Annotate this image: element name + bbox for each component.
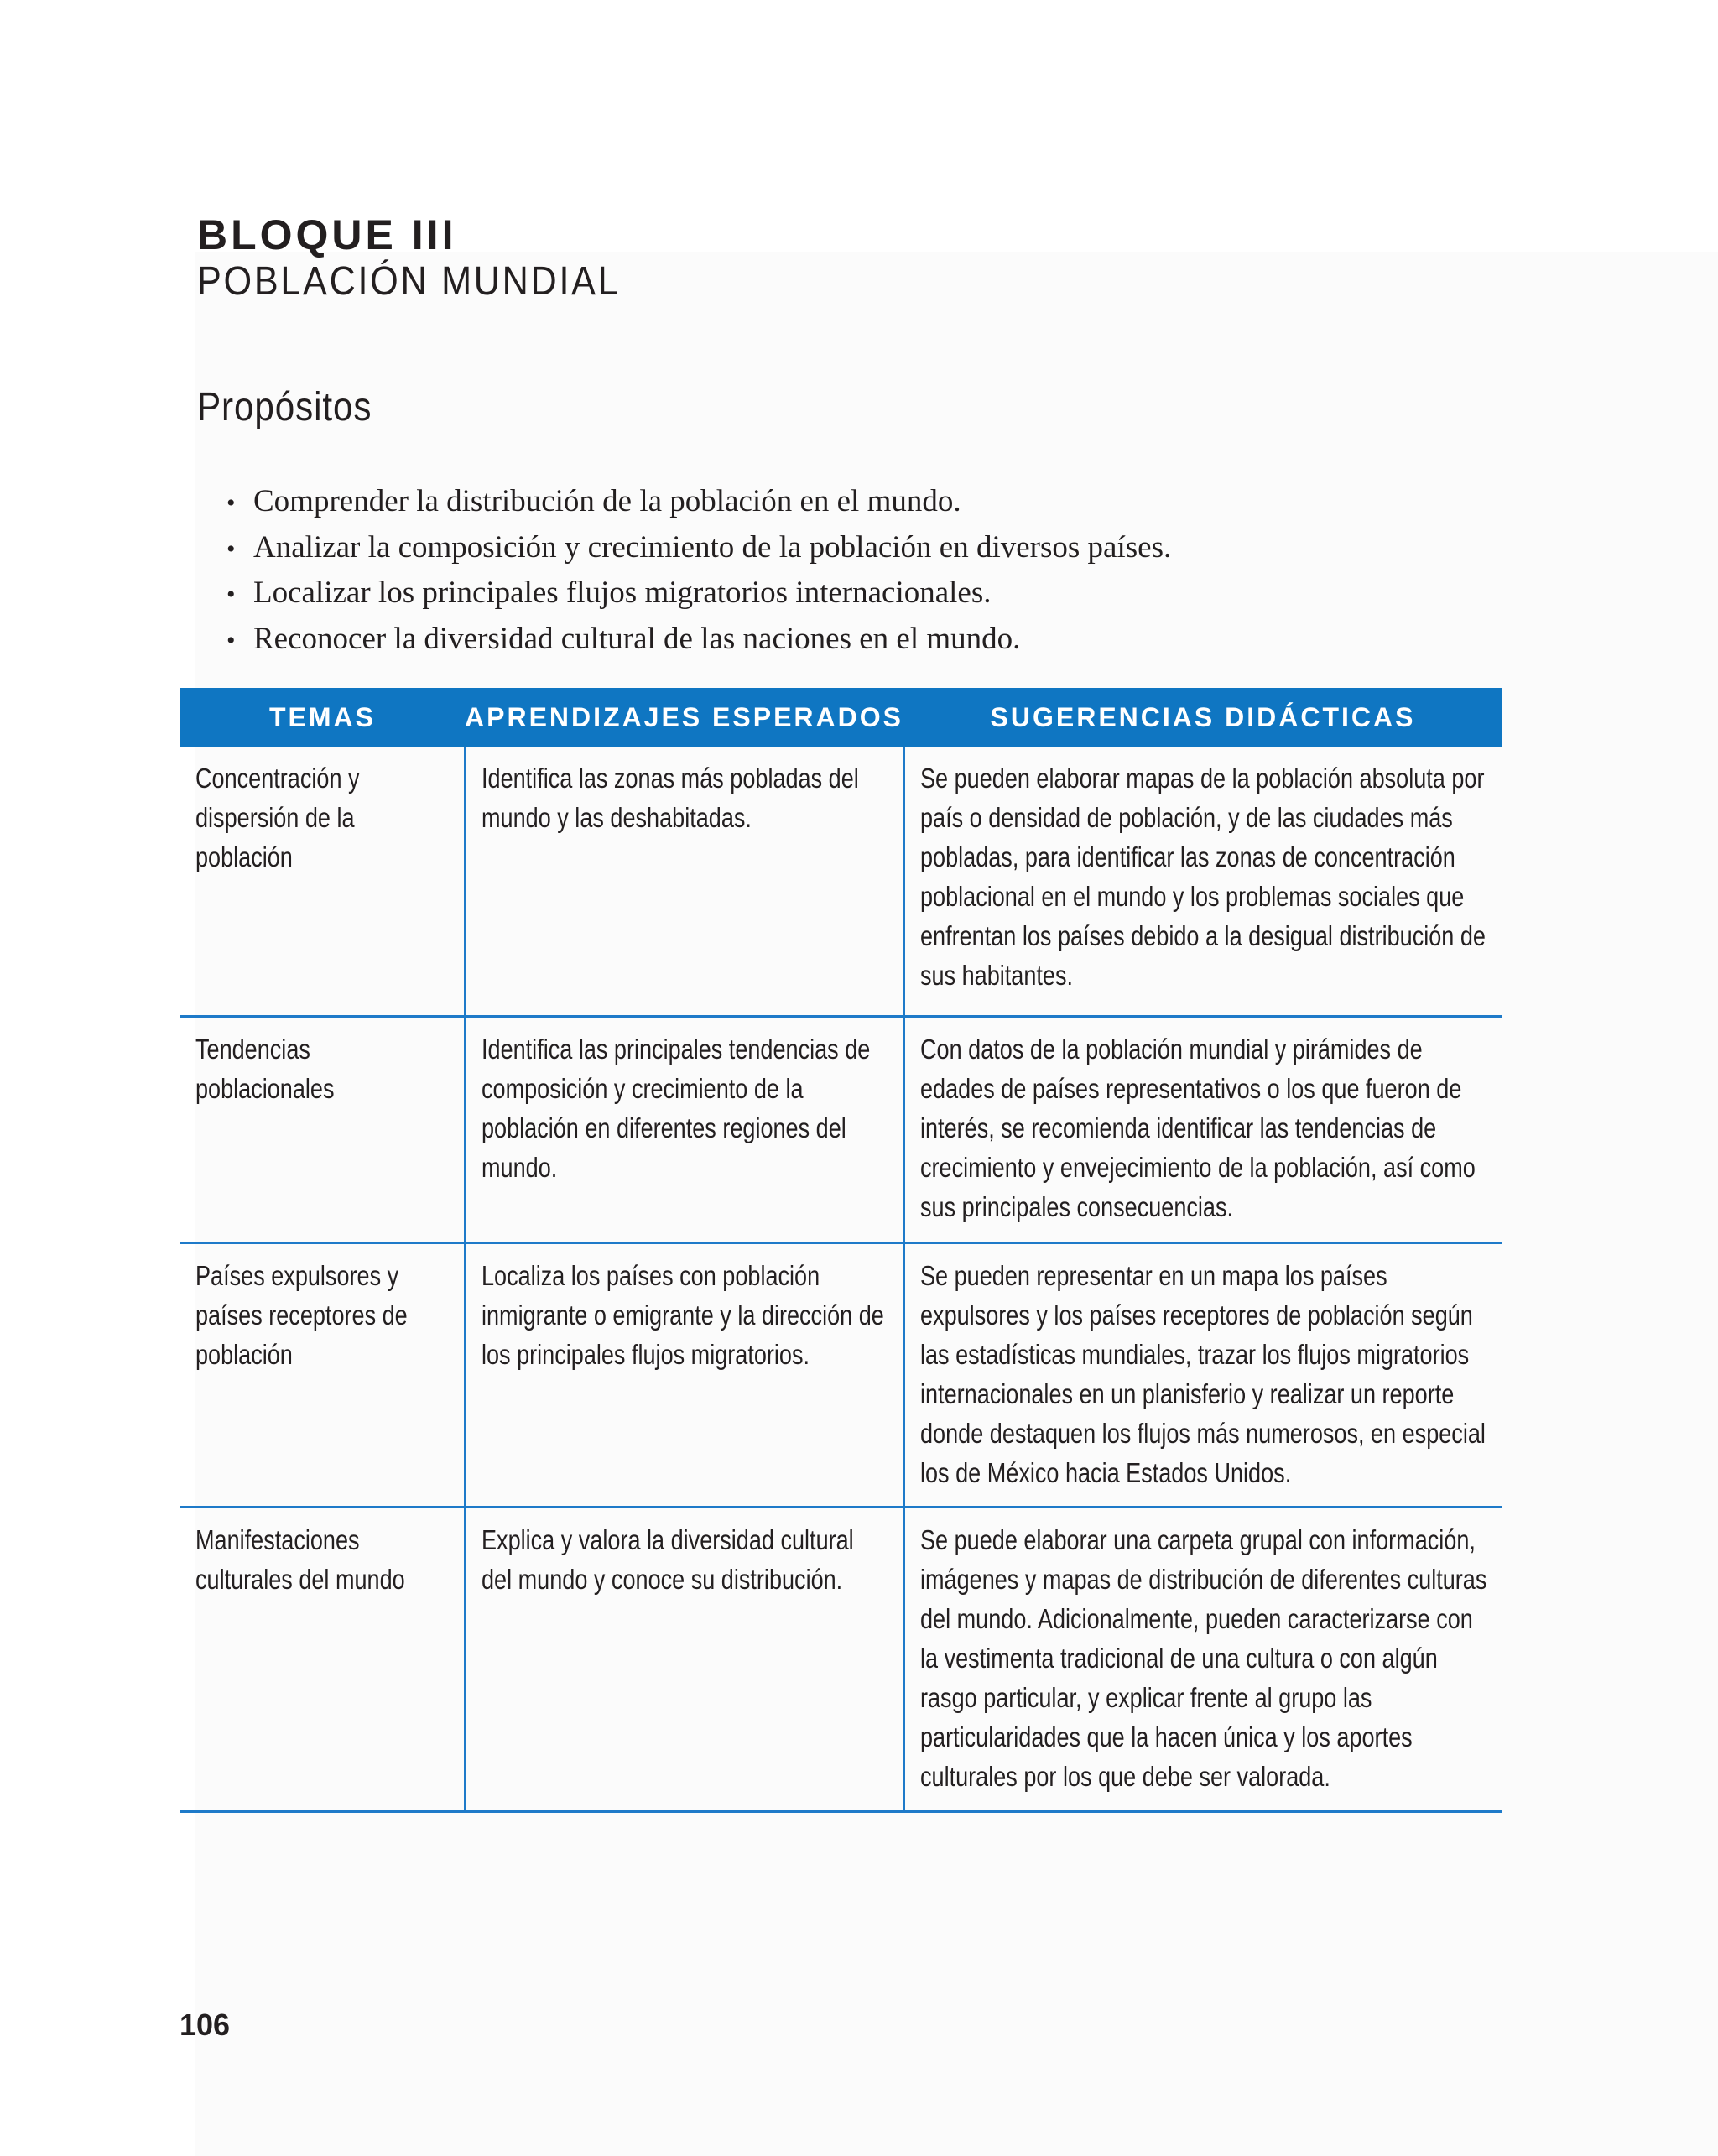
table-row — [180, 1243, 1502, 1508]
bullet-icon: • — [226, 534, 236, 563]
cell-tema — [180, 1017, 465, 1243]
cell-sugerencia — [903, 1508, 1502, 1812]
tema-text: Países expulsores y países receptores de población — [195, 1260, 408, 1370]
cell-tema — [180, 1508, 465, 1812]
bullet-icon: • — [226, 489, 236, 517]
bullet-icon: • — [226, 581, 236, 608]
tema-text: Manifestaciones culturales del mundo — [195, 1524, 405, 1595]
column-header-aprendizajes: APRENDIZAJES ESPERADOS — [465, 688, 903, 747]
table-row — [180, 747, 1502, 1017]
cell-sugerencia — [903, 1017, 1502, 1243]
cell-aprendizaje — [465, 1243, 903, 1508]
sugerencia-text: Se pueden elaborar mapas de la población absoluta por país o densidad de población, y de las ciudades más pobladas, para identificar las zonas de concentración poblacional en el mundo y los problemas sociales que enfrentan los países debido a la desigual distribución de sus habitantes. — [919, 763, 1486, 991]
aprendizaje-text: Localiza los países con población inmigrante o emigrante y la dirección de los principales flujos migratorios. — [481, 1260, 884, 1370]
sugerencia-text: Se puede elaborar una carpeta grupal con información, imágenes y mapas de distribución de diferentes culturas del mundo. Adicionalmente, pueden caracterizarse con la vestimenta tradicional de una cultura o con algún rasgo particular, y explicar frente al grupo las particularidades que la hacen única y los aportes culturales por los que debe ser valorada. — [919, 1524, 1486, 1792]
purpose-text: Analizar la composición y crecimiento de la población en diversos países. — [253, 529, 1172, 565]
cell-tema — [180, 747, 465, 1017]
purpose-item — [226, 480, 1171, 526]
block-title: POBLACIÓN MUNDIAL — [197, 259, 621, 304]
aprendizaje-text: Explica y valora la diversidad cultural del mundo y conoce su distribución. — [481, 1524, 854, 1595]
purposes-list — [226, 480, 1171, 663]
page-number: 106 — [180, 2008, 231, 2042]
cell-tema — [180, 1243, 465, 1508]
purpose-item — [226, 617, 1171, 664]
column-header-temas: TEMAS — [180, 688, 465, 747]
column-header-sugerencias: SUGERENCIAS DIDÁCTICAS — [903, 688, 1502, 747]
table-header-row — [180, 688, 1502, 747]
bullet-icon: • — [226, 626, 236, 654]
table-row — [180, 1017, 1502, 1243]
aprendizaje-text: Identifica las zonas más pobladas del mundo y las deshabitadas. — [481, 763, 859, 833]
cell-sugerencia — [903, 747, 1502, 1017]
purpose-item — [226, 526, 1171, 572]
purpose-text: Comprender la distribución de la población en el mundo. — [253, 484, 961, 518]
cell-aprendizaje — [465, 1508, 903, 1812]
cell-aprendizaje — [465, 747, 903, 1017]
cell-sugerencia — [903, 1243, 1502, 1508]
sugerencia-text: Se pueden representar en un mapa los países expulsores y los países receptores de población según las estadísticas mundiales, trazar los flujos migratorios internacionales en un planisferio y realizar un reporte donde destaquen los flujos más numerosos, en especial los de México hacia Estados Unidos. — [919, 1260, 1486, 1488]
purposes-title: Propósitos — [197, 385, 372, 430]
aprendizaje-text: Identifica las principales tendencias de composición y crecimiento de la población en diferentes regiones del mundo. — [481, 1034, 870, 1183]
table-row — [180, 1508, 1502, 1812]
sugerencia-text: Con datos de la población mundial y pirámides de edades de países representativos o los que fueron de interés, se recomienda identificar las tendencias de crecimiento y envejecimiento de la población, así como sus principales consecuencias. — [919, 1034, 1476, 1222]
purpose-item — [226, 571, 1171, 617]
block-label: BLOQUE III — [197, 211, 457, 258]
block-heading — [197, 211, 667, 305]
didactic-plan-table — [180, 688, 1502, 1813]
cell-aprendizaje — [465, 1017, 903, 1243]
tema-text: Tendencias poblacionales — [195, 1034, 335, 1104]
purpose-text: Localizar los principales flujos migratorios internacionales. — [253, 575, 992, 610]
purpose-text: Reconocer la diversidad cultural de las naciones en el mundo. — [253, 621, 1021, 656]
tema-text: Concentración y dispersión de la población — [195, 763, 360, 872]
